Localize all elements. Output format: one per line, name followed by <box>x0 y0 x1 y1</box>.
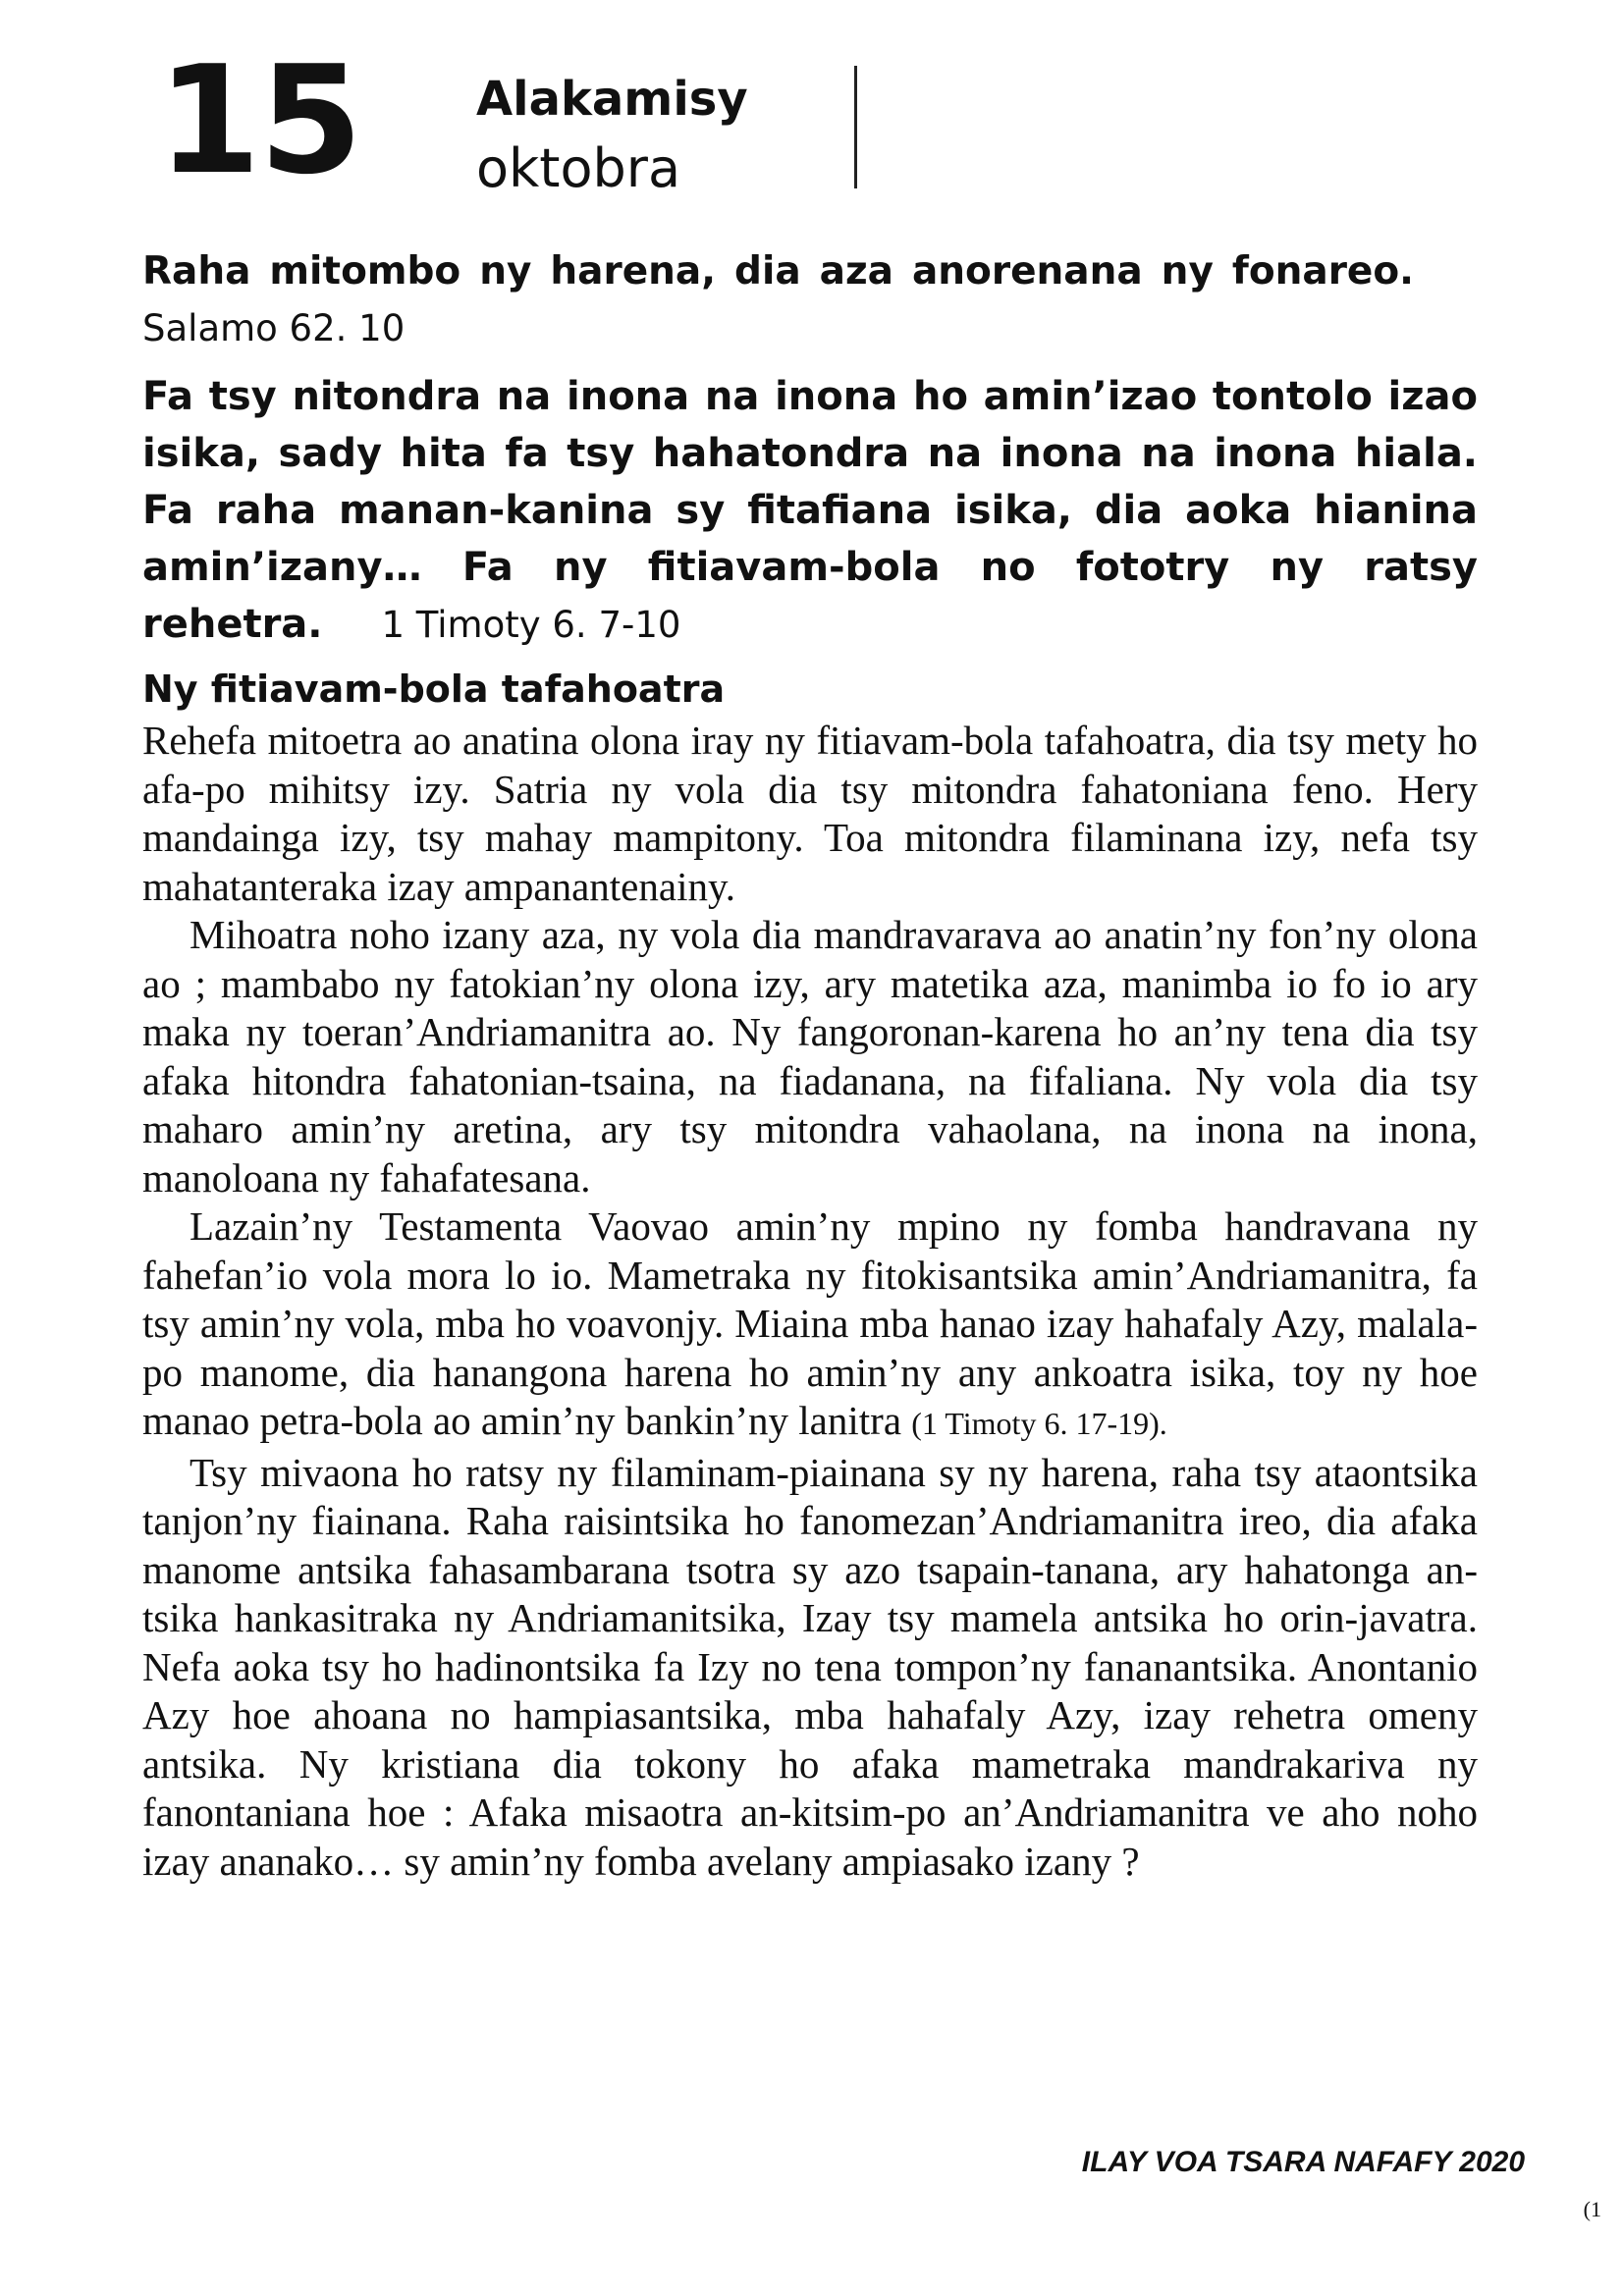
publication-footer: ILAY VOA TSARA NAFAFY 2020 <box>1081 2146 1525 2178</box>
paragraph-reference: (1 Timoty 6. 17-19). <box>911 1406 1167 1441</box>
verse-psalm <box>142 243 1478 357</box>
verse-reference: 1 Timoty 6. 7-10 <box>381 604 681 646</box>
paragraph <box>142 1202 1478 1449</box>
paragraph-text: Lazain’ny Testamenta Vaovao amin’ny mpino ny fomba handravana ny fahefan’io vola mora lo io. Mametraka ny fitokisantsika amin’Andriamanitra, fa tsy amin’ny vola, mba ho voavonjy. Miaina mba hanao izay hahafaly Azy, malala-po manome, dia hanangona harena ho amin’ny any ankoatra isika, toy ny hoe manao petra-bola ao amin’ny bankin’ny lanitra <box>142 1203 1478 1443</box>
weekday-label: Alakamisy <box>476 72 748 127</box>
verse-text: Fa tsy nitondra na inona na inona ho amin’izao tontolo izao isika, sady hita fa tsy hahatondra na inona na inona hiala. Fa raha manan-kanina sy fitafiana isika, dia aoka hianina amin’izany… Fa ny fitiavam-bola no fototry ny ratsy rehetra. <box>142 374 1478 647</box>
paragraph: Mihoatra noho izany aza, ny vola dia mandravarava ao anatin’ny fon’ny olona ao ; mambabo ny fatokian’ny olona izy, ary matetika aza, manimba io fo io ary maka ny toeran’Andriamanitra ao. Ny fangoronan-karena ho an’ny tena dia tsy afaka hitondra fahatonian-tsaina, na fiadanana, na fifaliana. Ny vola dia tsy maharo amin’ny aretina, ary tsy mitondra vahaolana, na inona na inona, manoloana ny fahafatesana. <box>142 912 1478 1201</box>
month-label: oktobra <box>476 137 681 199</box>
paragraph: Tsy mivaona ho ratsy ny filaminam-piainana sy ny harena, raha tsy ataontsika tanjon’ny fiainana. Raha raisintsika ho fanomezan’Andriamanitra ireo, dia afaka manome antsika fahasambarana tsotra sy azo tsapain-tanana, ary hahatonga antsika hankasitraka ny Andriamanitsika, Izay tsy mamela antsika ho orin-javatra. Nefa aoka tsy ho hadinontsika fa Izy no tena tompon’ny fananantsika. Anontanio Azy hoe ahoana no hampiasantsika, mba hahafaly Azy, izay rehetra omeny antsika. Ny kristiana dia tokony ho afaka mametraka mandrakariva ny fanontaniana hoe : Afaka misaotra an-kitsim-po an’Andriamanitra ve aho noho izay ananako… sy amin’ny fomba avelany ampiasako izany ? <box>142 1449 1478 1884</box>
verse-timothy <box>142 368 1478 654</box>
verse-text: Raha mitombo ny harena, dia aza anorenana ny fonareo. <box>142 249 1414 294</box>
section-title: Ny fitiavam-bola tafahoatra <box>142 667 726 711</box>
header-divider <box>854 66 857 188</box>
day-number: 15 <box>157 33 361 207</box>
page-marker: (1 <box>1583 2197 1601 2221</box>
paragraph: Rehefa mitoetra ao anatina olona iray ny fitiavam-bola tafahoatra, dia tsy mety ho afa-po mihitsy izy. Satria ny vola dia tsy mitondra fahatoniana feno. Hery mandainga izy, tsy mahay mampitony. Toa mitondra filaminana izy, nefa tsy mahatanteraka izay ampanantenainy. <box>142 718 1478 909</box>
article-body <box>142 717 1478 1886</box>
verse-reference: Salamo 62. 10 <box>142 307 406 349</box>
date-header <box>157 33 864 207</box>
